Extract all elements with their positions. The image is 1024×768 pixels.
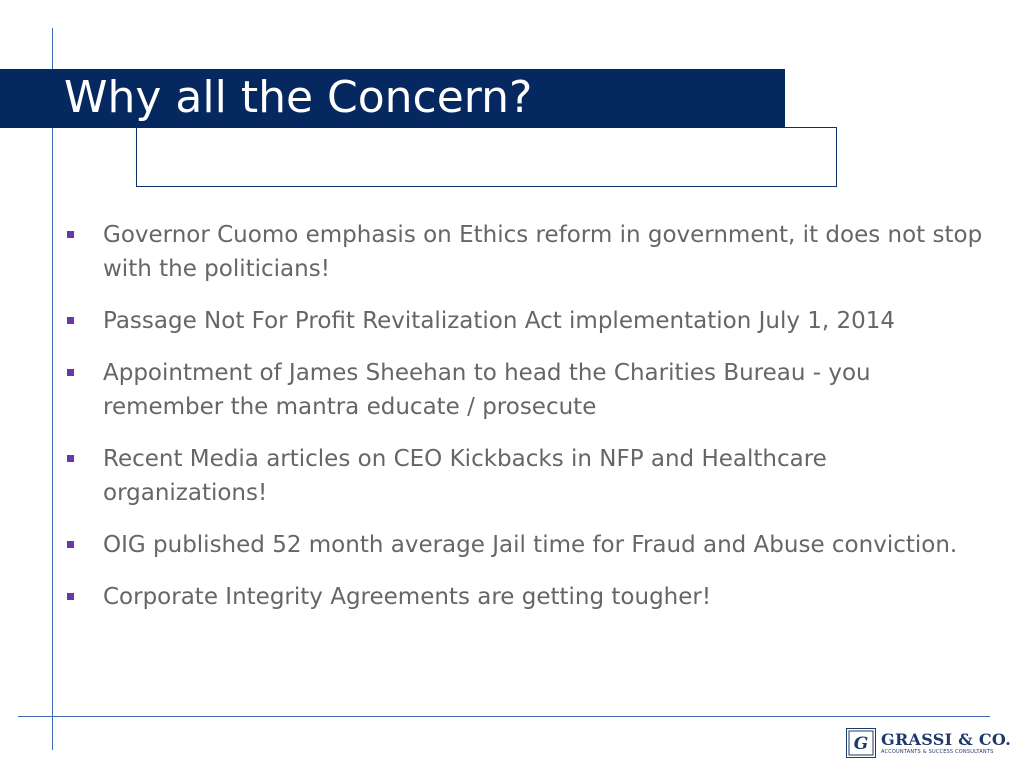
bullet-list xyxy=(64,218,994,632)
bullet-item xyxy=(64,356,994,424)
bullet-item xyxy=(64,580,994,614)
bullet-text: Appointment of James Sheehan to head the Charities Bureau - you remember the mantra educate / prosecute xyxy=(103,360,871,420)
square-bullet-icon xyxy=(67,541,74,548)
bullet-item xyxy=(64,304,994,338)
logo-monogram-letter: G xyxy=(853,734,869,754)
bullet-text: Recent Media articles on CEO Kickbacks in NFP and Healthcare organizations! xyxy=(103,446,827,506)
company-logo xyxy=(846,727,1011,759)
bullet-text: Governor Cuomo emphasis on Ethics reform in government, it does not stop with the politicians! xyxy=(103,222,983,282)
logo-text xyxy=(881,729,1012,755)
bullet-item xyxy=(64,218,994,286)
square-bullet-icon xyxy=(67,317,74,324)
title-outline-box xyxy=(136,127,837,187)
bullet-text: Passage Not For Profit Revitalization Act implementation July 1, 2014 xyxy=(103,308,896,334)
slide-title: Why all the Concern? xyxy=(64,72,533,123)
logo-monogram-icon xyxy=(846,728,876,758)
logo-tagline: ACCOUNTANTS & SUCCESS CONSULTANTS xyxy=(881,748,994,755)
logo-company-name: GRASSI & CO. xyxy=(881,729,1012,749)
bullet-text: OIG published 52 month average Jail time for Fraud and Abuse conviction. xyxy=(103,532,958,558)
bullet-item xyxy=(64,442,994,510)
square-bullet-icon xyxy=(67,455,74,462)
square-bullet-icon xyxy=(67,369,74,376)
footer-rule xyxy=(18,716,990,717)
bullet-text: Corporate Integrity Agreements are getting tougher! xyxy=(103,584,712,610)
bullet-item xyxy=(64,528,994,562)
square-bullet-icon xyxy=(67,593,74,600)
square-bullet-icon xyxy=(67,231,74,238)
vertical-rule xyxy=(52,28,53,750)
